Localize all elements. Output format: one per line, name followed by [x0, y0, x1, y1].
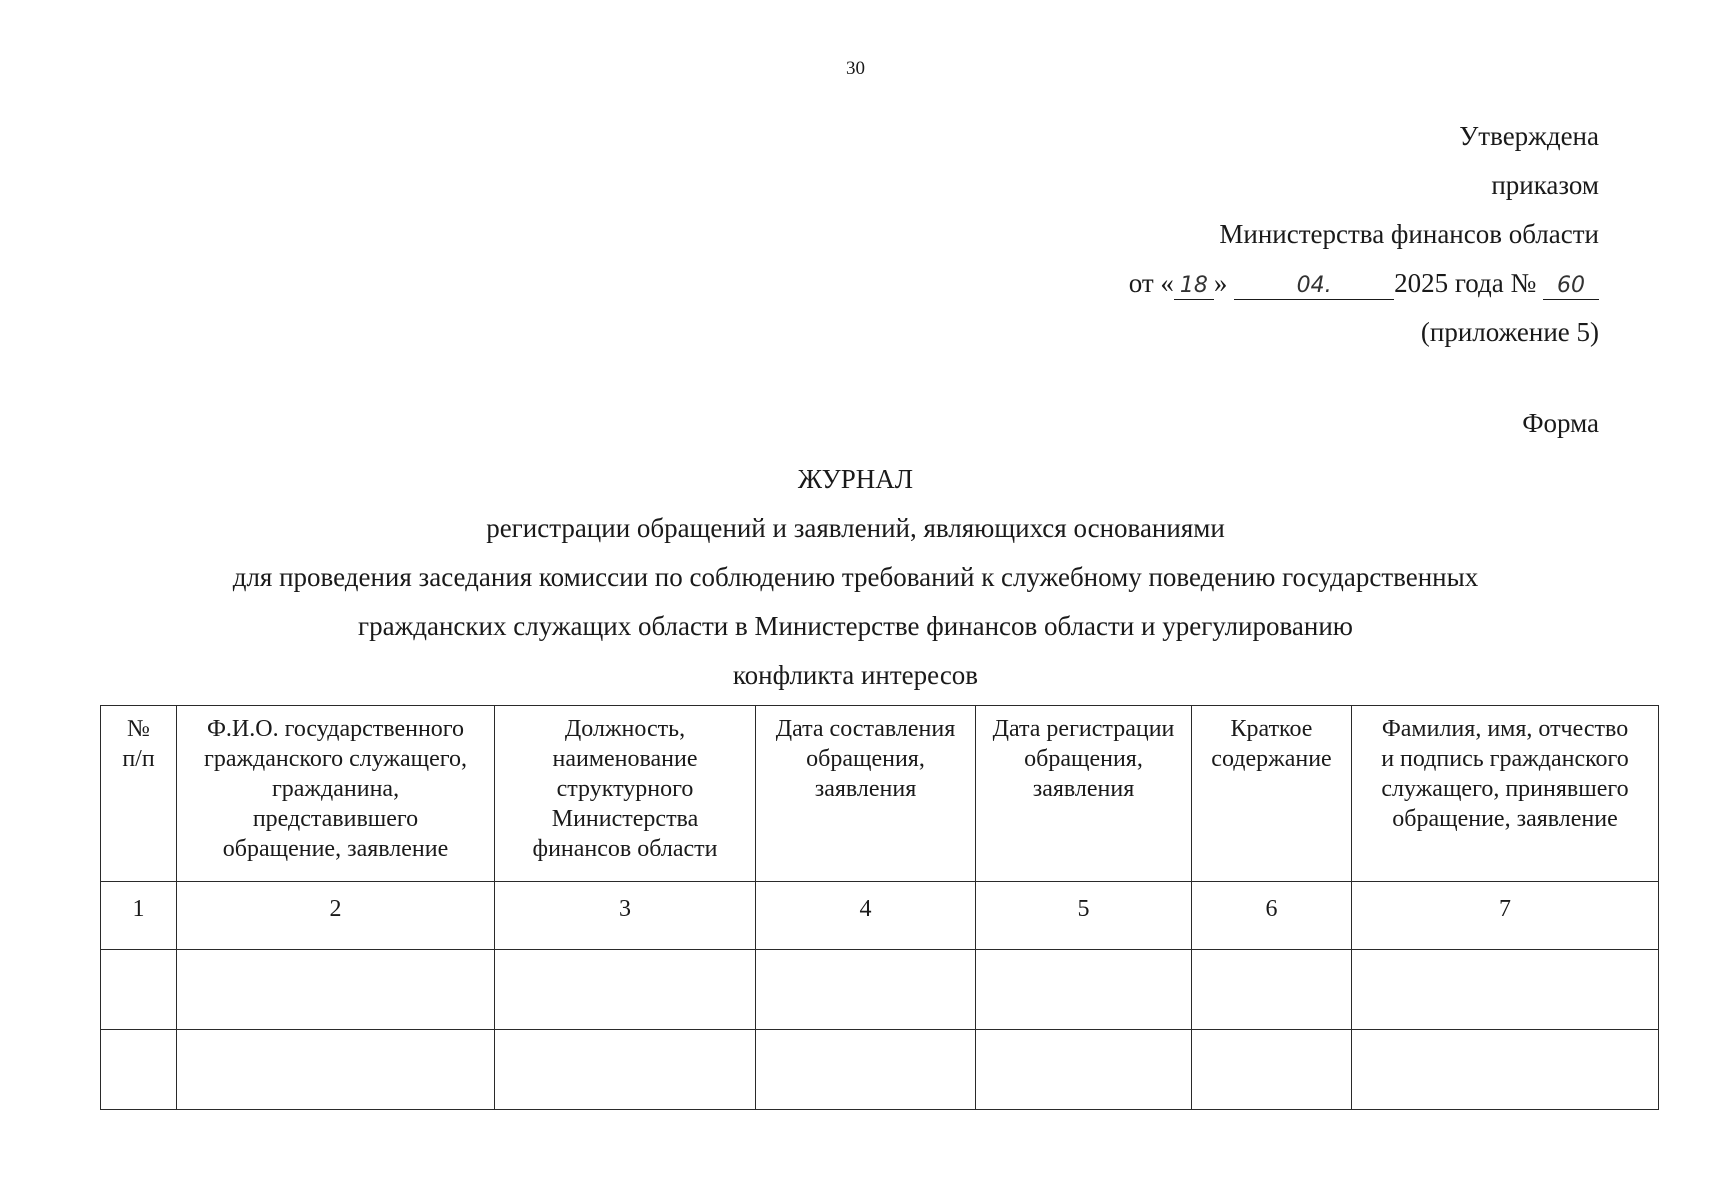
header-text: Ф.И.О. государственного: [206, 716, 465, 742]
header-text: Министерства: [551, 806, 699, 832]
header-summary: [1192, 706, 1352, 882]
header-compilation-date: [756, 706, 976, 882]
empty-cell: [1192, 1030, 1352, 1110]
document-title: [0, 455, 1711, 700]
date-prefix: от «: [1128, 268, 1174, 298]
column-number: 1: [101, 882, 177, 950]
header-text: обращение, заявление: [222, 836, 449, 862]
empty-cell: [756, 950, 976, 1030]
empty-cell: [1192, 950, 1352, 1030]
handwritten-month: 04.: [1234, 273, 1394, 300]
handwritten-day: 18: [1174, 273, 1214, 300]
header-receiver-signature: [1352, 706, 1659, 882]
date-quote-close: »: [1213, 268, 1228, 298]
title-line-4: конфликта интересов: [732, 660, 979, 690]
header-text: заявления: [1032, 776, 1135, 802]
header-text: №: [127, 716, 150, 742]
empty-cell: [495, 950, 756, 1030]
header-text: Фамилия, имя, отчество: [1381, 716, 1629, 742]
title-line-3: гражданских служащих области в Министерстве финансов области и урегулированию: [358, 611, 1353, 641]
empty-cell: [101, 950, 177, 1030]
column-number-row: [101, 882, 1659, 950]
year-text: 2025 года №: [1394, 268, 1537, 298]
empty-cell: [101, 1030, 177, 1110]
empty-cell: [177, 1030, 495, 1110]
header-text: наименование: [552, 746, 698, 772]
approval-line-order: приказом: [1491, 170, 1599, 200]
header-text: служащего, принявшего: [1381, 776, 1629, 802]
empty-cell: [177, 950, 495, 1030]
header-text: финансов области: [532, 836, 718, 862]
header-registration-date: [976, 706, 1192, 882]
journal-table: [100, 705, 1659, 1110]
column-number: 5: [976, 882, 1192, 950]
header-text: Дата составления: [775, 716, 956, 742]
approval-line-approved: Утверждена: [1459, 121, 1599, 151]
page-number: 30: [846, 58, 865, 79]
header-text: обращение, заявление: [1392, 806, 1618, 832]
header-text: гражданского служащего,: [203, 746, 468, 772]
column-number: 7: [1352, 882, 1659, 950]
header-text: Краткое: [1230, 716, 1313, 742]
header-text: Должность,: [564, 716, 686, 742]
handwritten-order-number: 60: [1543, 273, 1599, 300]
approval-block: [899, 112, 1599, 357]
empty-cell: [1352, 950, 1659, 1030]
header-text: заявления: [814, 776, 917, 802]
empty-cell: [756, 1030, 976, 1110]
header-full-name: [177, 706, 495, 882]
header-row: [101, 706, 1659, 882]
header-number: [101, 706, 177, 882]
empty-cell: [1352, 1030, 1659, 1110]
header-text: гражданина,: [271, 776, 400, 802]
header-text: обращения,: [1024, 746, 1143, 772]
approval-line-appendix: (приложение 5): [1420, 317, 1599, 347]
empty-cell: [495, 1030, 756, 1110]
header-text: представившего: [252, 806, 419, 832]
header-text: содержание: [1211, 746, 1332, 772]
column-number: 2: [177, 882, 495, 950]
empty-cell: [976, 950, 1192, 1030]
header-text: п/п: [122, 746, 155, 772]
approval-line-date: [899, 259, 1599, 308]
empty-cell: [976, 1030, 1192, 1110]
table-row: [101, 950, 1659, 1030]
title-line-1: регистрации обращений и заявлений, являющихся основаниями: [486, 513, 1225, 543]
column-number: 4: [756, 882, 976, 950]
column-number: 6: [1192, 882, 1352, 950]
title-line-2: для проведения заседания комиссии по соблюдению требований к служебному поведению государственных: [232, 562, 1479, 592]
header-text: обращения,: [806, 746, 925, 772]
column-number: 3: [495, 882, 756, 950]
form-label: Форма: [1522, 408, 1599, 438]
title-heading: ЖУРНАЛ: [797, 464, 914, 494]
header-text: Дата регистрации: [992, 716, 1175, 742]
header-position: [495, 706, 756, 882]
table-row: [101, 1030, 1659, 1110]
approval-line-ministry: Министерства финансов области: [1219, 219, 1599, 249]
header-text: и подпись гражданского: [1381, 746, 1629, 772]
header-text: структурного: [556, 776, 694, 802]
